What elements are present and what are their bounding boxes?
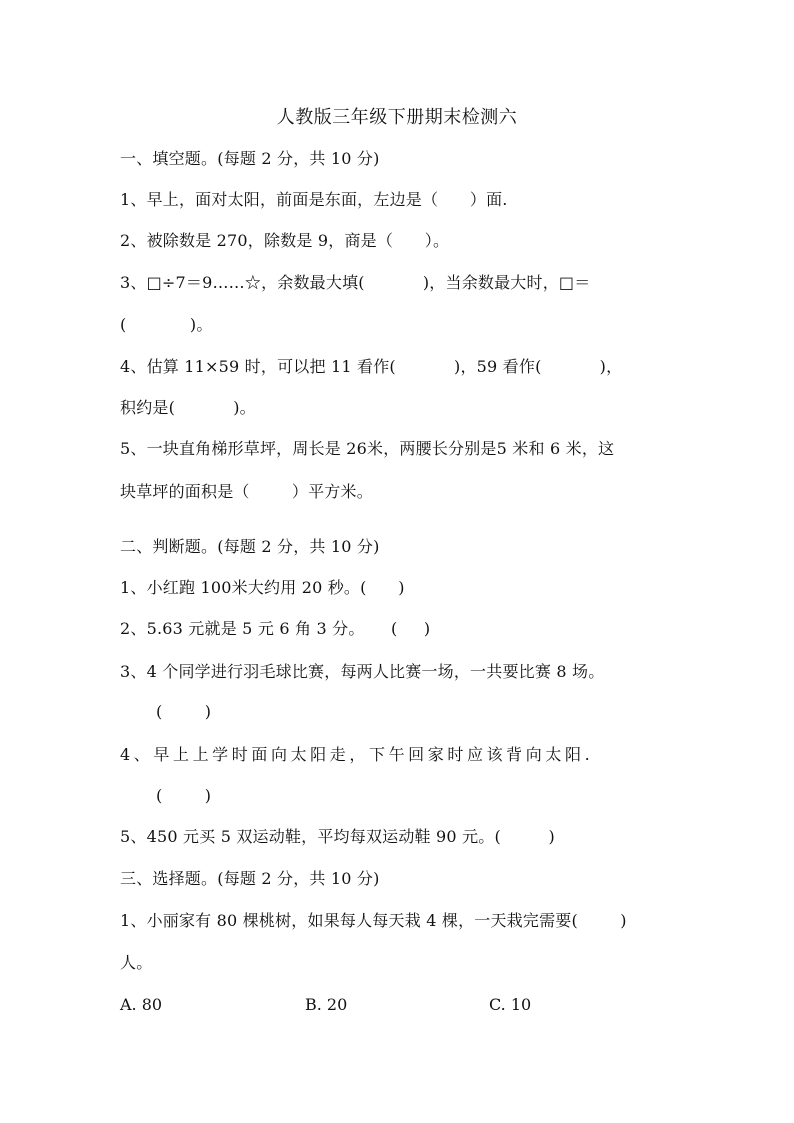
question-fill-1: 1、早上，面对太阳，前面是东面，左边是（ ）面.: [120, 190, 508, 209]
section-heading-judge: 二、判断题。(每题 2 分，共 10 分): [120, 537, 380, 556]
choice-option-b: B. 20: [305, 995, 348, 1014]
question-judge-4-answer: ( ): [156, 786, 212, 805]
question-judge-3-line1: 3、4 个同学进行羽毛球比赛，每两人比赛一场，一共要比赛 8 场。: [120, 662, 605, 681]
question-fill-5-line1: 5、一块直角梯形草坪，周长是 26米，两腰长分别是5 米和 6 米，这: [120, 439, 615, 458]
question-fill-4-line1: 4、估算 11×59 时，可以把 11 看作( )，59 看作( )，: [120, 357, 623, 376]
question-fill-3-line1: 3、□÷7＝9……☆，余数最大填( )，当余数最大时，□＝: [120, 273, 591, 292]
question-judge-4-line1: 4、早上上学时面向太阳走，下午回家时应该背向太阳.: [120, 745, 594, 764]
question-fill-2: 2、被除数是 270，除数是 9，商是（ ）。: [120, 231, 450, 250]
choice-options: [0, 994, 794, 1018]
question-fill-4-line2: 积约是( )。: [120, 398, 256, 417]
question-choice-1-line2: 人。: [120, 953, 153, 972]
question-judge-2: 2、5.63 元就是 5 元 6 角 3 分。 ( ): [120, 619, 431, 638]
question-choice-1-line1: 1、小丽家有 80 棵桃树，如果每人每天栽 4 棵，一天栽完需要( ): [120, 911, 627, 930]
question-judge-1: 1、小红跑 100米大约用 20 秒。( ): [120, 578, 405, 597]
question-fill-3-line2: ( )。: [120, 315, 213, 334]
question-judge-5: 5、450 元买 5 双运动鞋，平均每双运动鞋 90 元。( ): [120, 827, 555, 846]
choice-option-c: C. 10: [489, 995, 532, 1014]
question-judge-3-answer: ( ): [156, 702, 212, 721]
section-heading-fill-blank: 一、填空题。(每题 2 分，共 10 分): [120, 149, 380, 168]
section-heading-choice: 三、选择题。(每题 2 分，共 10 分): [120, 869, 380, 888]
question-fill-5-line2: 块草坪的面积是（ ）平方米。: [120, 482, 373, 501]
choice-option-a: A. 80: [120, 995, 163, 1014]
page-title: 人教版三年级下册期末检测六: [276, 107, 518, 128]
